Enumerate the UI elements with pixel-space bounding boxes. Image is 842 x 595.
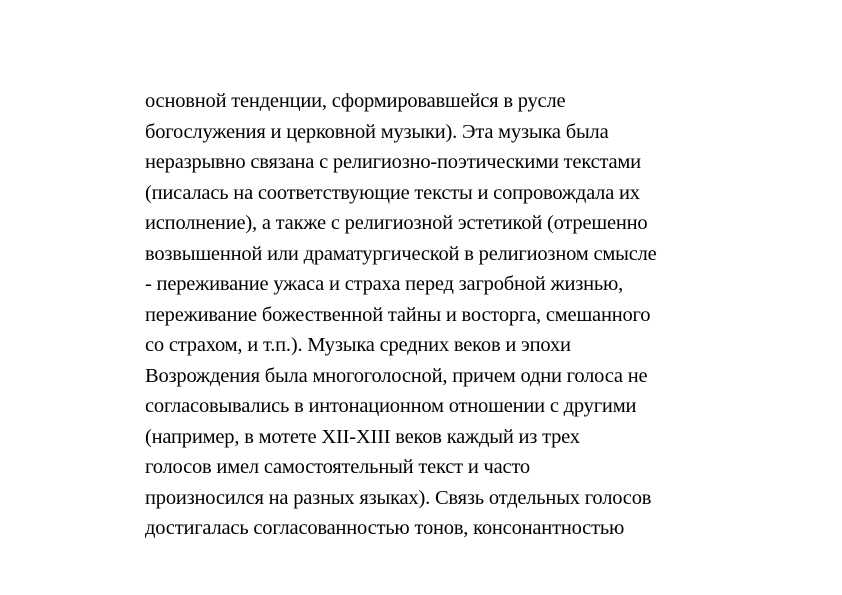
body-text	[145, 86, 745, 544]
text-line: исполнение), а также с религиозной эстетикой (отрешенно	[145, 212, 648, 234]
text-line: - переживание ужаса и страха перед загробной жизнью,	[145, 273, 624, 295]
text-line: (писалась на соответствующие тексты и сопровождала их	[145, 181, 640, 204]
text-line: основной тенденции, сформировавшейся в русле	[145, 90, 566, 112]
text-line: согласовывались в интонационном отношении с другими	[145, 395, 637, 417]
text-line: достигалась согласованностью тонов, консонантностью	[145, 517, 625, 539]
text-line: богослужения и церковной музыки). Эта музыка была	[145, 120, 609, 143]
text-line: Возрождения была многоголосной, причем одни голоса не	[145, 364, 648, 387]
text-line: (например, в мотете XII-XIII веков каждый из трех	[145, 425, 580, 448]
text-line: голосов имел самостоятельный текст и часто	[145, 456, 530, 478]
text-line: неразрывно связана с религиозно-поэтическими текстами	[145, 151, 641, 173]
text-line: со страхом, и т.п.). Музыка средних веков и эпохи	[145, 334, 571, 356]
text-line: переживание божественной тайны и восторга, смешанного	[145, 303, 651, 326]
text-line: произносился на разных языках). Связь отдельных голосов	[145, 486, 652, 509]
text-line: возвышенной или драматургической в религиозном смысле	[145, 242, 657, 265]
